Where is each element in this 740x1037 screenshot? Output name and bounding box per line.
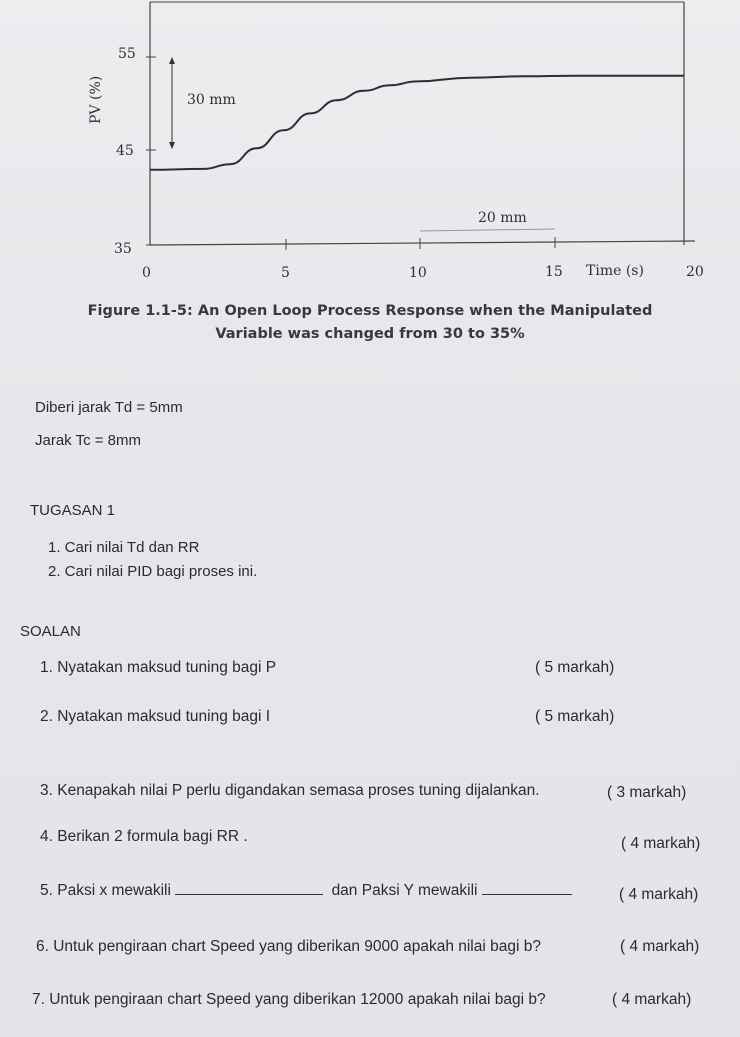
assignment-item-2: 2. Cari nilai PID bagi proses ini. <box>48 563 258 580</box>
question-4-marks: ( 4 markah) <box>621 835 701 852</box>
process-response-chart <box>0 0 740 300</box>
assignment-item-1: 1. Cari nilai Td dan RR <box>48 539 200 556</box>
question-6: 6. Untuk pengiraan chart Speed yang diberikan 9000 apakah nilai bagi b? <box>36 938 541 955</box>
assignment-heading: TUGASAN 1 <box>30 502 116 519</box>
horizontal-dimension-label: 20 mm <box>478 210 527 226</box>
questions-heading: SOALAN <box>20 623 81 640</box>
question-5-marks: ( 4 markah) <box>619 886 699 903</box>
question-5-part-a: 5. Paksi x mewakili <box>40 882 171 899</box>
y-tick-label-55: 55 <box>118 46 136 62</box>
given-tc: Jarak Tc = 8mm <box>35 432 142 449</box>
question-1-marks: ( 5 markah) <box>535 659 615 676</box>
question-2: 2. Nyatakan maksud tuning bagi I <box>40 708 271 725</box>
horizontal-dimension-line <box>420 229 555 231</box>
x-axis-label: Time (s) <box>586 263 644 279</box>
x-tick-label-20: 20 <box>686 264 704 280</box>
answer-blank-x <box>175 894 323 895</box>
y-tick-label-45: 45 <box>116 143 134 159</box>
y-axis-label: PV (%) <box>88 75 104 124</box>
question-4: 4. Berikan 2 formula bagi RR . <box>40 828 248 845</box>
x-tick-label-15: 15 <box>545 264 563 280</box>
x-tick-label-0: 0 <box>142 265 151 281</box>
question-5-part-b: dan Paksi Y mewakili <box>331 882 478 899</box>
x-tick-label-10: 10 <box>409 265 427 281</box>
vertical-dimension-label: 30 mm <box>187 92 236 108</box>
answer-blank-y <box>482 894 572 895</box>
question-3: 3. Kenapakah nilai P perlu digandakan semasa proses tuning dijalankan. <box>40 782 540 799</box>
y-tick-label-35: 35 <box>114 241 132 257</box>
x-axis <box>150 241 695 245</box>
arrow-down-head <box>169 142 175 149</box>
question-7: 7. Untuk pengiraan chart Speed yang diberikan 12000 apakah nilai bagi b? <box>32 991 546 1008</box>
question-2-marks: ( 5 markah) <box>535 708 615 725</box>
given-td: Diberi jarak Td = 5mm <box>35 399 183 416</box>
question-7-marks: ( 4 markah) <box>612 991 692 1008</box>
arrow-up-head <box>169 57 175 64</box>
figure-caption-line-2: Variable was changed from 30 to 35% <box>215 326 525 342</box>
question-1: 1. Nyatakan maksud tuning bagi P <box>40 659 277 676</box>
response-curve <box>150 76 684 170</box>
figure-caption-line-1: Figure 1.1-5: An Open Loop Process Response when the Manipulated <box>87 303 653 319</box>
question-5 <box>40 882 572 900</box>
question-3-marks: ( 3 markah) <box>607 784 687 801</box>
x-tick-label-5: 5 <box>281 265 290 281</box>
question-6-marks: ( 4 markah) <box>620 938 700 955</box>
